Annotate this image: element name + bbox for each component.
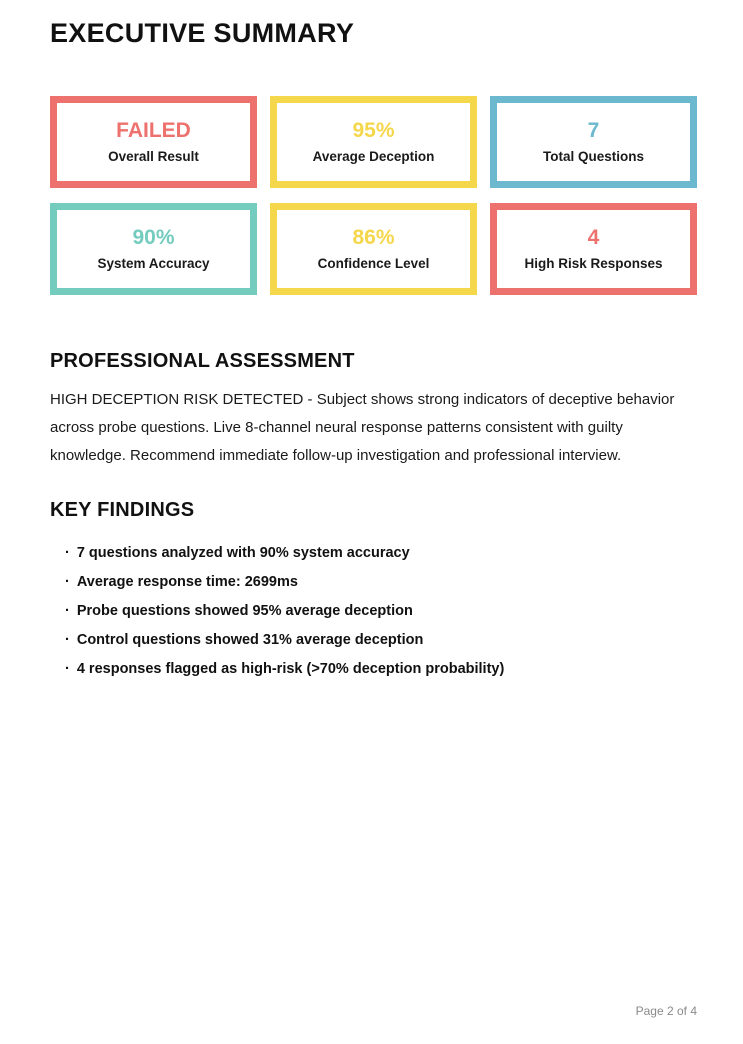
stat-card-high-risk-responses	[490, 203, 697, 295]
finding-item: · Probe questions showed 95% average deception	[65, 597, 697, 626]
stat-card-system-accuracy	[50, 203, 257, 295]
findings-heading: KEY FINDINGS	[50, 499, 195, 521]
stat-value: FAILED	[116, 119, 191, 143]
page-title: EXECUTIVE SUMMARY	[50, 18, 355, 48]
stat-value: 95%	[352, 119, 395, 143]
stat-value: 4	[587, 226, 600, 250]
finding-item: · 7 questions analyzed with 90% system accuracy	[65, 539, 697, 568]
stat-value: 90%	[132, 226, 175, 250]
stat-label: Overall Result	[108, 149, 199, 165]
finding-item: · Control questions showed 31% average deception	[65, 626, 697, 655]
page-number: Page 2 of 4	[635, 1004, 697, 1018]
stat-card-average-deception	[270, 96, 477, 188]
stat-label: Confidence Level	[317, 256, 430, 272]
stat-card-confidence-level	[270, 203, 477, 295]
stat-label: Average Deception	[312, 149, 435, 165]
stat-label: System Accuracy	[97, 256, 210, 272]
stat-label: Total Questions	[542, 149, 644, 165]
stat-value: 86%	[352, 226, 395, 250]
findings-list	[50, 539, 697, 684]
stat-card-total-questions	[490, 96, 697, 188]
assessment-body: HIGH DECEPTION RISK DETECTED - Subject shows strong indicators of deceptive behavior across probe questions. Live 8-channel neural response patterns consistent with guilty knowledge. Recommend immediate follow-up investigation and professional interview.	[50, 391, 675, 464]
stat-card-overall-result	[50, 96, 257, 188]
assessment-heading: PROFESSIONAL ASSESSMENT	[50, 350, 355, 372]
stat-cards-grid	[50, 96, 697, 295]
stat-value: 7	[587, 119, 600, 143]
stat-label: High Risk Responses	[524, 256, 663, 272]
finding-item: · 4 responses flagged as high-risk (>70% deception probability)	[65, 655, 697, 684]
finding-item: · Average response time: 2699ms	[65, 568, 697, 597]
